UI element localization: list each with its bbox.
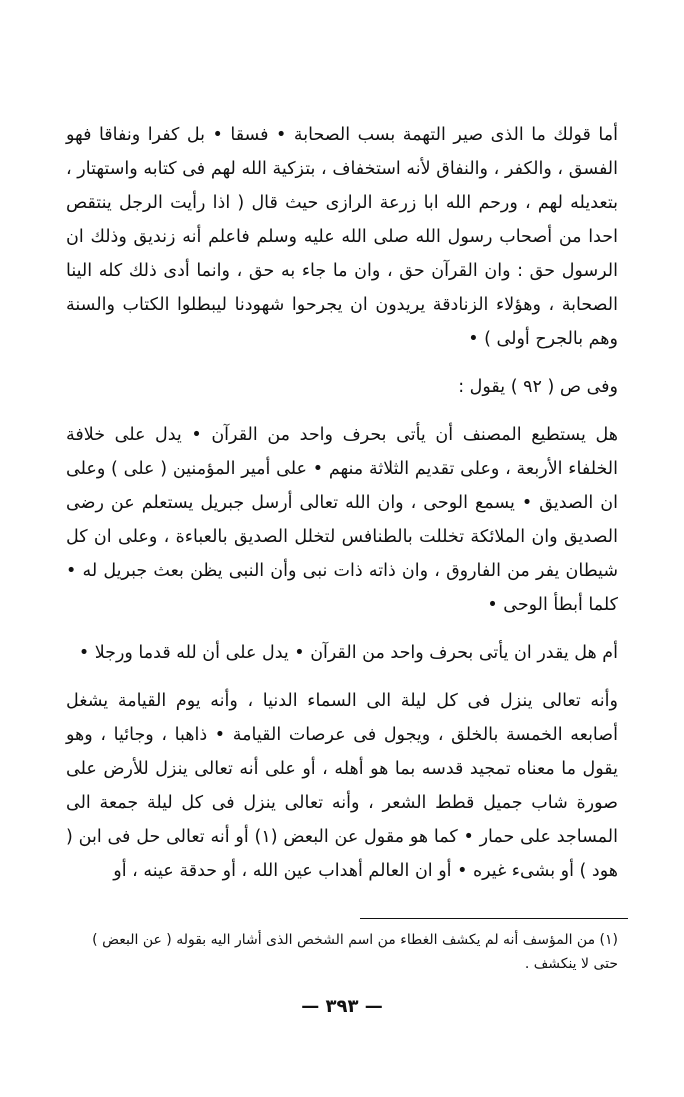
paragraph-3: هل يستطيع المصنف أن يأتى بحرف واحد من القرآن • يدل على خلافة الخلفاء الأربعة ، وعلى تقديم الثلاثة منهم • على أمير المؤمنين ( على ) وعلى ان الصديق • يسمع الوحى ، وان الله تعالى أرسل جبريل يستعلم عن رضى الصديق وان الملائكة تخللت بالطنافس لتخلل الصديق بالعباءة ، وعلى ان كل شيطان يفر من الفاروق ، وان ذاته ذات نبى وأن النبى يظن بعث جبريل له • كلما أبطأ الوحى • (66, 425, 618, 615)
footnote: (١) من المؤسف أنه لم يكشف الغطاء من اسم الشخص الذى أشار اليه بقوله ( عن البعض ) حتى لا ينكشف . (92, 932, 618, 972)
footnote-divider (360, 918, 628, 919)
page-number: — ٣٩٣ — (301, 996, 383, 1017)
paragraph-4: أم هل يقدر ان يأتى بحرف واحد من القرآن • يدل على أن لله قدما ورجلا • (78, 643, 618, 663)
paragraph-5: وأنه تعالى ينزل فى كل ليلة الى السماء الدنيا ، وأنه يوم القيامة يشغل أصابعه الخمسة بالخلق ، ويجول فى عرصات القيامة • ذاهبا ، وجائيا ، وهو يقول ما معناه تمجيد قدسه بما هو أهله ، أو على أنه تعالى ينزل للأرض على صورة شاب جميل قطط الشعر ، وأنه تعالى ينزل فى كل ليلة جمعة الى المساجد على حمار • كما هو مقول عن البعض (١) أو أنه تعالى حل فى ابن ( هود ) أو بشىء غيره • أو ان العالم أهداب عين الله ، أو حدقة عينه ، أو (66, 691, 618, 881)
paragraph-1: أما قولك ما الذى صير التهمة بسب الصحابة • فسقا • بل كفرا ونفاقا فهو الفسق ، والكفر ، والنفاق لأنه استخفاف ، بتزكية الله لهم فى كتابه واستهتار ، بتعديله لهم ، ورحم الله ابا زرعة الرازى حيث قال ( اذا رأيت الرجل ينتقص احدا من أصحاب رسول الله صلى الله عليه وسلم فاعلم أنه زنديق وذلك ان الرسول حق : وان القرآن حق ، وان ما جاء به حق ، وانما أدى ذلك كله الينا الصحابة ، وهؤلاء الزنادقة يريدون ان يجرحوا شهودنا ليبطلوا الكتاب والسنة وهم بالجرح أولى ) • (66, 125, 618, 349)
paragraph-2: وفى ص ( ٩٢ ) يقول : (458, 377, 618, 397)
page-body (66, 118, 618, 888)
